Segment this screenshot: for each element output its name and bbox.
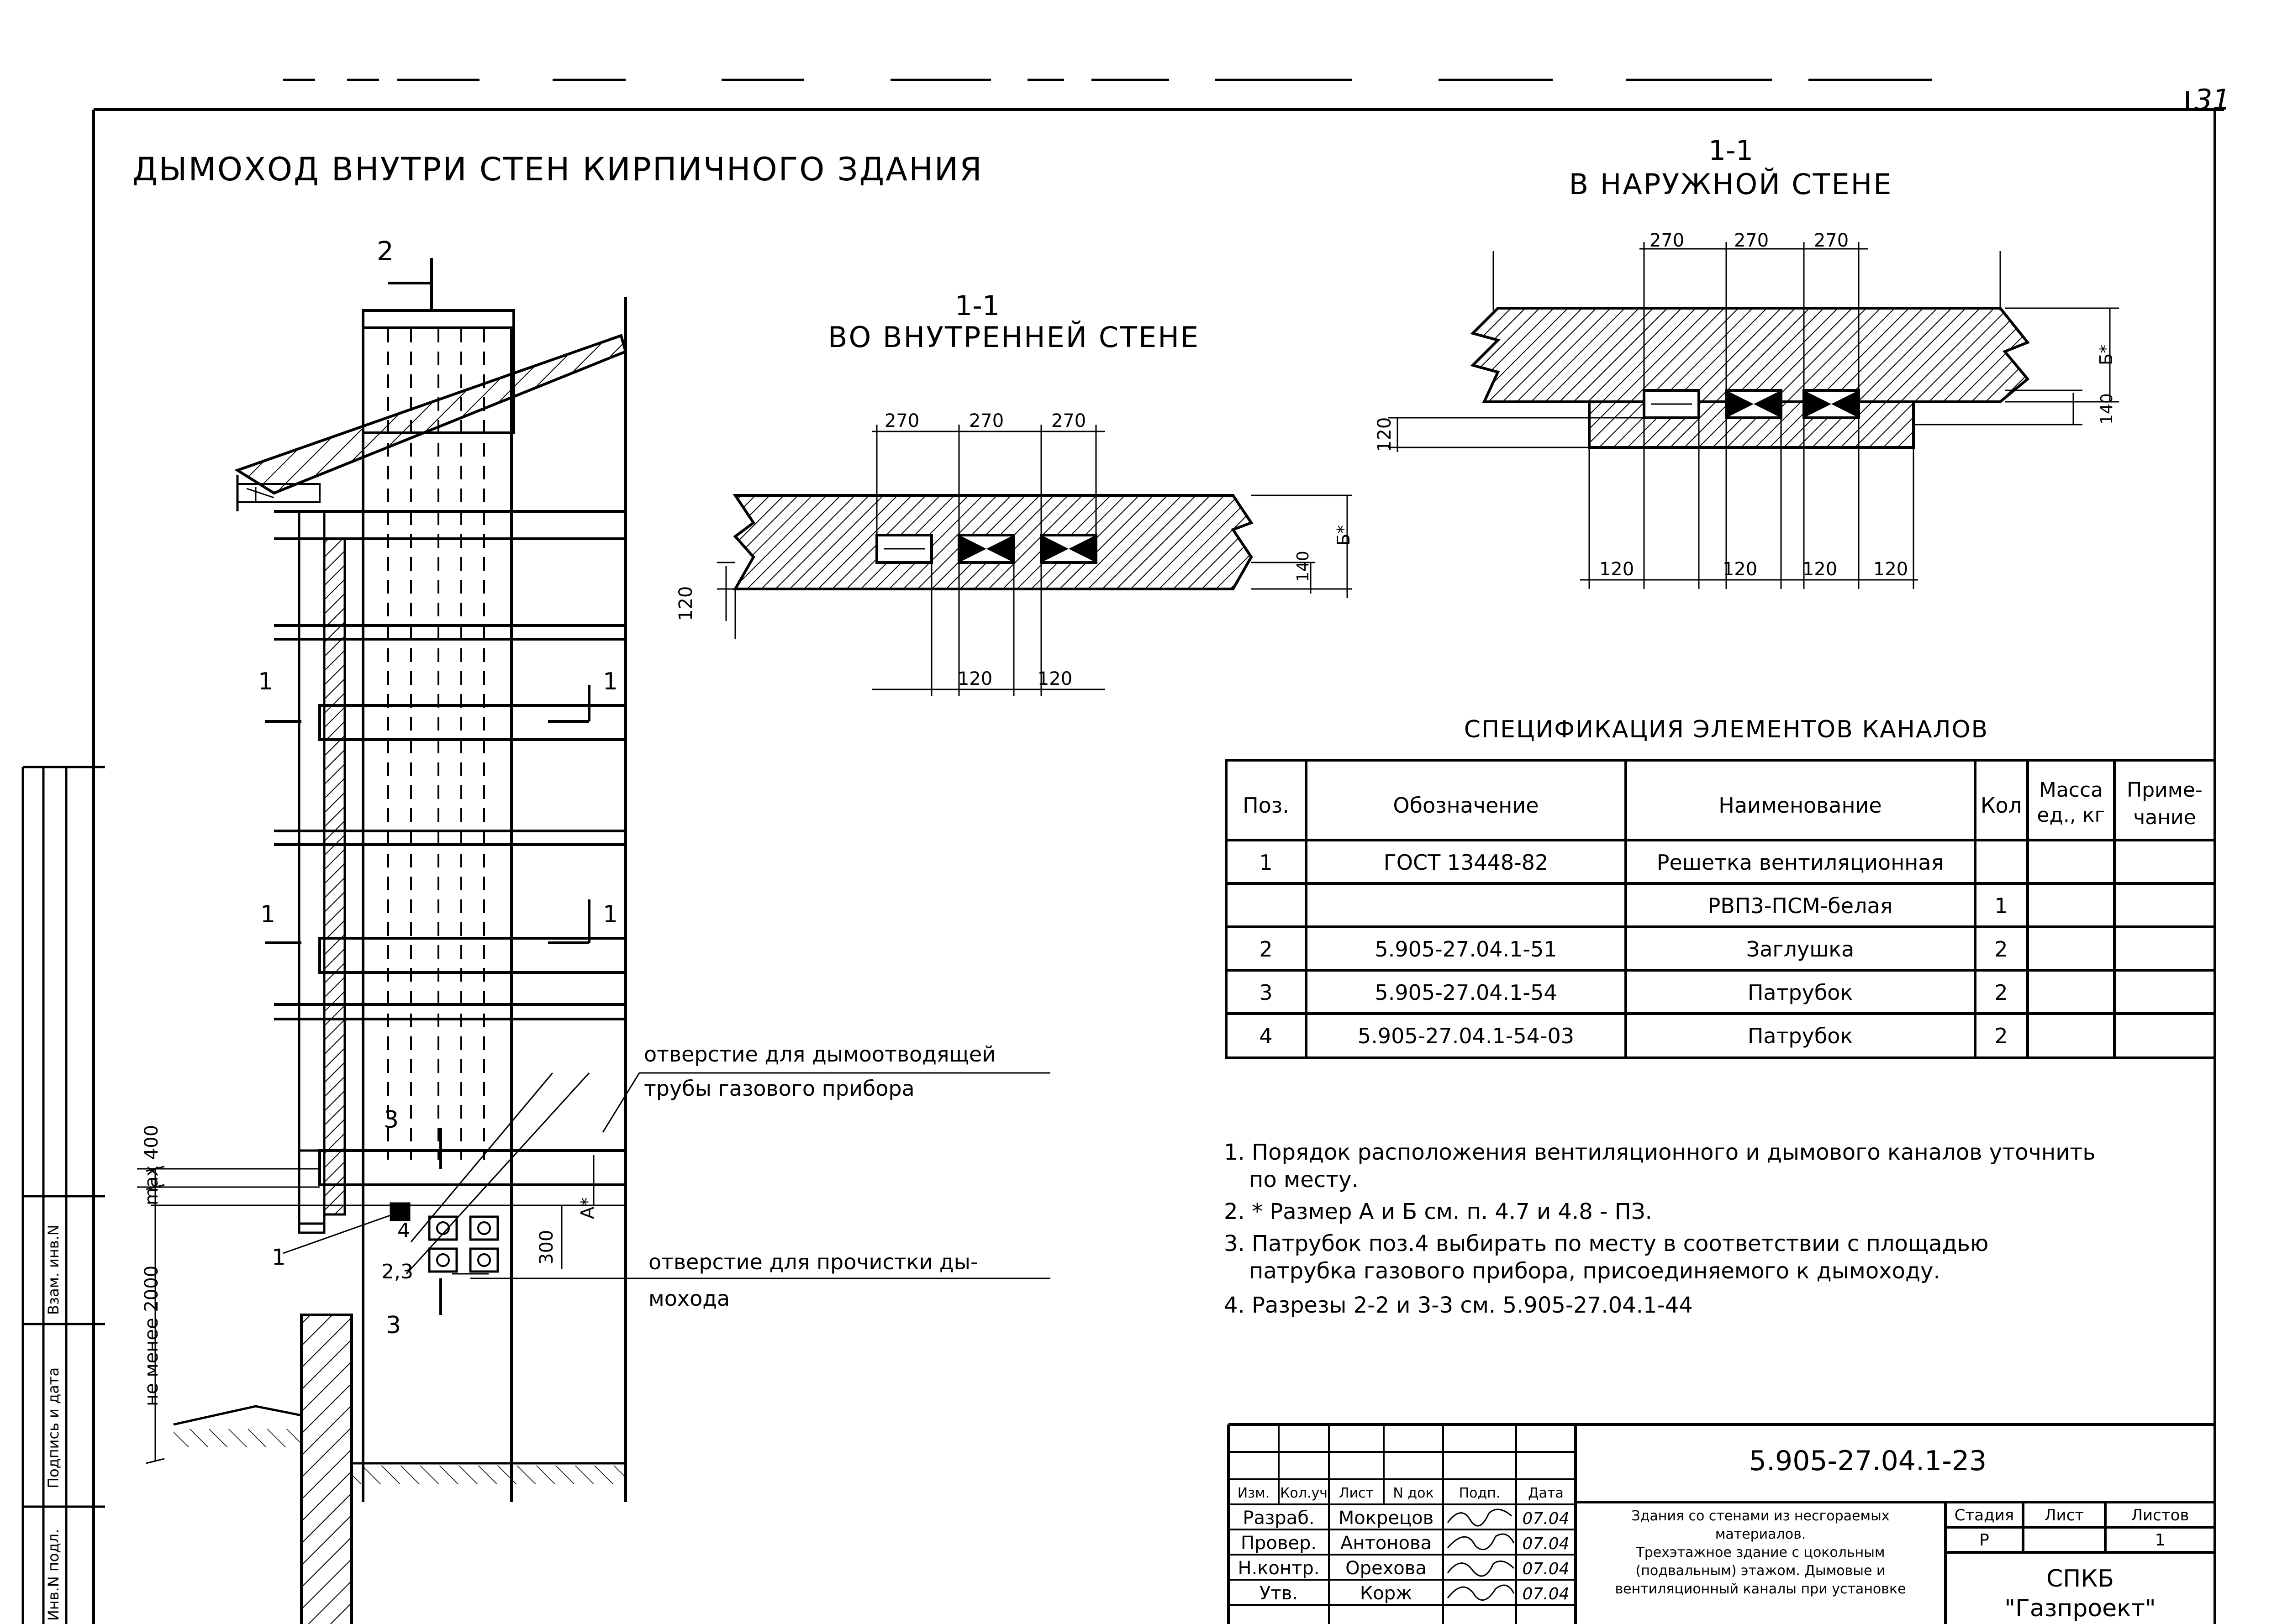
tb-sheets-header: Листов bbox=[2131, 1506, 2189, 1524]
tb-desc-1: Здания со стенами из несгораемых bbox=[1631, 1508, 1890, 1524]
section-outer-wall bbox=[1374, 135, 2119, 589]
outer-dim-b-star: Б* bbox=[2096, 344, 2116, 365]
section-inner-wall bbox=[675, 290, 1354, 696]
spec-header-mass-2: ед., кг bbox=[2037, 804, 2105, 827]
stamp-inv-original: Инв.N подл. bbox=[45, 1529, 62, 1621]
spec-row1-pos: 1 bbox=[1259, 850, 1273, 875]
dim-a-star: А* bbox=[577, 1197, 598, 1219]
note-4-line1: 4. Разрезы 2-2 и 3-3 см. 5.905-27.04.1-44 bbox=[1224, 1293, 1693, 1318]
spec-row3-name: Заглушка bbox=[1746, 937, 1855, 962]
tb-name-1: Мокрецов bbox=[1338, 1508, 1434, 1529]
cut-mark-1-right-upper: 1 bbox=[603, 668, 618, 695]
tb-role-3: Н.контр. bbox=[1238, 1558, 1320, 1579]
spec-row2-qty: 1 bbox=[1994, 893, 2008, 918]
inner-dim-270-2: 270 bbox=[969, 410, 1004, 431]
tb-org-2: "Газпроект" bbox=[2004, 1595, 2156, 1622]
outer-dim-140: 140 bbox=[2098, 393, 2116, 425]
tb-date-1: 07.04 bbox=[1522, 1509, 1570, 1528]
tb-org-1: СПКБ bbox=[2046, 1565, 2114, 1592]
callout-4: 4 bbox=[397, 1219, 410, 1242]
spec-row5-pos: 4 bbox=[1259, 1024, 1273, 1048]
cleanout-opening-1 bbox=[429, 1249, 457, 1272]
tb-sheet-header: Лист bbox=[2044, 1506, 2084, 1524]
cut-mark-3-top: 3 bbox=[384, 1106, 399, 1134]
spec-row4-qty: 2 bbox=[1994, 980, 2008, 1005]
outer-dim-270-1: 270 bbox=[1649, 230, 1685, 251]
note-3-line2: патрубка газового прибора, присоединяемого к дымоходу. bbox=[1249, 1258, 1940, 1284]
note-2-line1: 2. * Размер А и Б см. п. 4.7 и 4.8 - ПЗ. bbox=[1224, 1199, 1652, 1225]
roof bbox=[237, 336, 626, 493]
tb-role-2: Провер. bbox=[1240, 1533, 1317, 1554]
outer-dim-270-2: 270 bbox=[1734, 230, 1769, 251]
callout-2-3: 2,3 bbox=[381, 1260, 413, 1283]
dim-min2000: не менее 2000 bbox=[141, 1265, 162, 1406]
spec-header-note-1: Приме- bbox=[2127, 778, 2203, 802]
inner-dim-270-1: 270 bbox=[884, 410, 920, 431]
cut-mark-1-left-upper: 1 bbox=[258, 668, 274, 695]
outer-dim-120-3: 120 bbox=[1802, 559, 1838, 580]
cut-mark-3-bottom: 3 bbox=[386, 1312, 401, 1339]
note-1-line2: по месту. bbox=[1249, 1167, 1359, 1193]
tb-name-3: Орехова bbox=[1345, 1558, 1427, 1579]
section-outer-title: В НАРУЖНОЙ СТЕНЕ bbox=[1569, 168, 1893, 201]
tb-date-2: 07.04 bbox=[1522, 1535, 1570, 1553]
tb-col-data: Дата bbox=[1528, 1485, 1564, 1501]
tb-desc-2: материалов. bbox=[1715, 1526, 1806, 1542]
cleanout-opening-2 bbox=[470, 1249, 498, 1272]
flue-opening-2 bbox=[470, 1217, 498, 1240]
spec-row3-pos: 2 bbox=[1259, 937, 1273, 962]
section-inner-mark: 1-1 bbox=[955, 290, 1000, 322]
building-elevation bbox=[137, 258, 1050, 1624]
inner-dim-b-star: Б* bbox=[1333, 525, 1354, 546]
note-flue-line1: отверстие для дымоотводящей bbox=[644, 1042, 996, 1067]
section-outer-mark: 1-1 bbox=[1708, 135, 1753, 167]
spec-header-pos: Поз. bbox=[1243, 793, 1289, 818]
spec-row2-name: РВП3-ПСМ-белая bbox=[1708, 893, 1893, 918]
cut-mark-1-right-lower: 1 bbox=[603, 901, 618, 928]
tb-col-ndok: N док bbox=[1393, 1485, 1434, 1501]
dim-max400: max 400 bbox=[141, 1125, 162, 1205]
callout-1: 1 bbox=[272, 1245, 286, 1270]
note-1-line1: 1. Порядок расположения вентиляционного и дымового каналов уточнить bbox=[1224, 1140, 2096, 1165]
note-cleanout-line2: мохода bbox=[648, 1286, 730, 1311]
cut-mark-1-left-lower: 1 bbox=[260, 901, 276, 928]
tb-desc-3: Трехэтажное здание с цокольным bbox=[1636, 1545, 1885, 1561]
elevation-labels bbox=[141, 236, 996, 1406]
tb-sheets-value: 1 bbox=[2155, 1531, 2166, 1550]
spec-row4-name: Патрубок bbox=[1747, 980, 1853, 1005]
note-3-line1: 3. Патрубок поз.4 выбирать по месту в соответствии с площадью bbox=[1224, 1231, 1989, 1256]
tb-name-2: Антонова bbox=[1340, 1533, 1432, 1554]
tb-stage-value: Р bbox=[1979, 1531, 1989, 1550]
tb-col-koluch: Кол.уч bbox=[1280, 1485, 1328, 1501]
tb-role-1: Разраб. bbox=[1243, 1508, 1315, 1529]
outer-dim-270-3: 270 bbox=[1813, 230, 1849, 251]
tb-desc-5: вентиляционный каналы при установке bbox=[1615, 1581, 1906, 1597]
outer-dim-120-4: 120 bbox=[1873, 559, 1908, 580]
inner-dim-120-1: 120 bbox=[957, 668, 993, 689]
section-inner-title: ВО ВНУТРЕННЕЙ СТЕНЕ bbox=[827, 321, 1200, 354]
tb-name-4: Корж bbox=[1360, 1583, 1412, 1604]
spec-header-name: Наименование bbox=[1718, 793, 1882, 818]
spec-header-mass-1: Масса bbox=[2039, 778, 2103, 802]
tb-doc-code: 5.905-27.04.1-23 bbox=[1749, 1445, 1987, 1477]
spec-row4-pos: 3 bbox=[1259, 980, 1273, 1005]
note-cleanout-line1: отверстие для прочистки ды- bbox=[648, 1250, 978, 1274]
spec-header-note-2: чание bbox=[2133, 806, 2196, 829]
spec-row1-name: Решетка вентиляционная bbox=[1656, 850, 1944, 875]
spec-row5-code: 5.905-27.04.1-54-03 bbox=[1357, 1024, 1575, 1048]
spec-table bbox=[1226, 716, 2215, 1058]
dim-300: 300 bbox=[536, 1230, 557, 1265]
tb-date-4: 07.04 bbox=[1522, 1585, 1570, 1603]
sheet-number: 31 bbox=[2194, 83, 2230, 116]
outer-dim-120-left: 120 bbox=[1374, 417, 1395, 452]
outer-dim-120-1: 120 bbox=[1599, 559, 1634, 580]
cut-mark-2: 2 bbox=[377, 236, 394, 267]
stamp-replace-inv: Взам. инв.N bbox=[45, 1225, 62, 1315]
tb-col-list: Лист bbox=[1339, 1485, 1374, 1501]
spec-row5-name: Патрубок bbox=[1747, 1024, 1853, 1048]
general-notes bbox=[1224, 1140, 2096, 1318]
spec-row4-code: 5.905-27.04.1-54 bbox=[1375, 980, 1557, 1005]
spec-row3-qty: 2 bbox=[1994, 937, 2008, 962]
inner-dim-140: 140 bbox=[1294, 551, 1312, 582]
tb-date-3: 07.04 bbox=[1522, 1560, 1570, 1578]
spec-header-code: Обозначение bbox=[1393, 793, 1539, 818]
main-title: ДЫМОХОД ВНУТРИ СТЕН КИРПИЧНОГО ЗДАНИЯ bbox=[132, 151, 983, 188]
inner-dim-120-2: 120 bbox=[1037, 668, 1073, 689]
stamp-sign-date: Подпись и дата bbox=[45, 1367, 62, 1488]
flue-opening-1 bbox=[429, 1217, 457, 1240]
outer-dim-120-2: 120 bbox=[1722, 559, 1758, 580]
tb-stage-header: Стадия bbox=[1954, 1506, 2014, 1524]
tb-role-4: Утв. bbox=[1260, 1583, 1298, 1604]
tb-col-podp: Подп. bbox=[1459, 1485, 1501, 1501]
foundation-wall bbox=[301, 1315, 352, 1624]
spec-header-qty: Кол bbox=[1980, 793, 2022, 818]
spec-row1-code: ГОСТ 13448-82 bbox=[1383, 850, 1549, 875]
spec-row5-qty: 2 bbox=[1994, 1024, 2008, 1048]
inner-dim-270-3: 270 bbox=[1051, 410, 1086, 431]
chimney-cap bbox=[363, 310, 514, 328]
spec-row3-code: 5.905-27.04.1-51 bbox=[1375, 937, 1557, 962]
inner-dim-120-left: 120 bbox=[675, 586, 696, 621]
tb-col-izm: Изм. bbox=[1237, 1485, 1270, 1501]
tb-desc-4: (подвальным) этажом. Дымовые и bbox=[1635, 1563, 1886, 1579]
spec-title: СПЕЦИФИКАЦИЯ ЭЛЕМЕНТОВ КАНАЛОВ bbox=[1464, 716, 1989, 743]
note-flue-line2: трубы газового прибора bbox=[644, 1076, 915, 1101]
title-block bbox=[1228, 1424, 2215, 1624]
